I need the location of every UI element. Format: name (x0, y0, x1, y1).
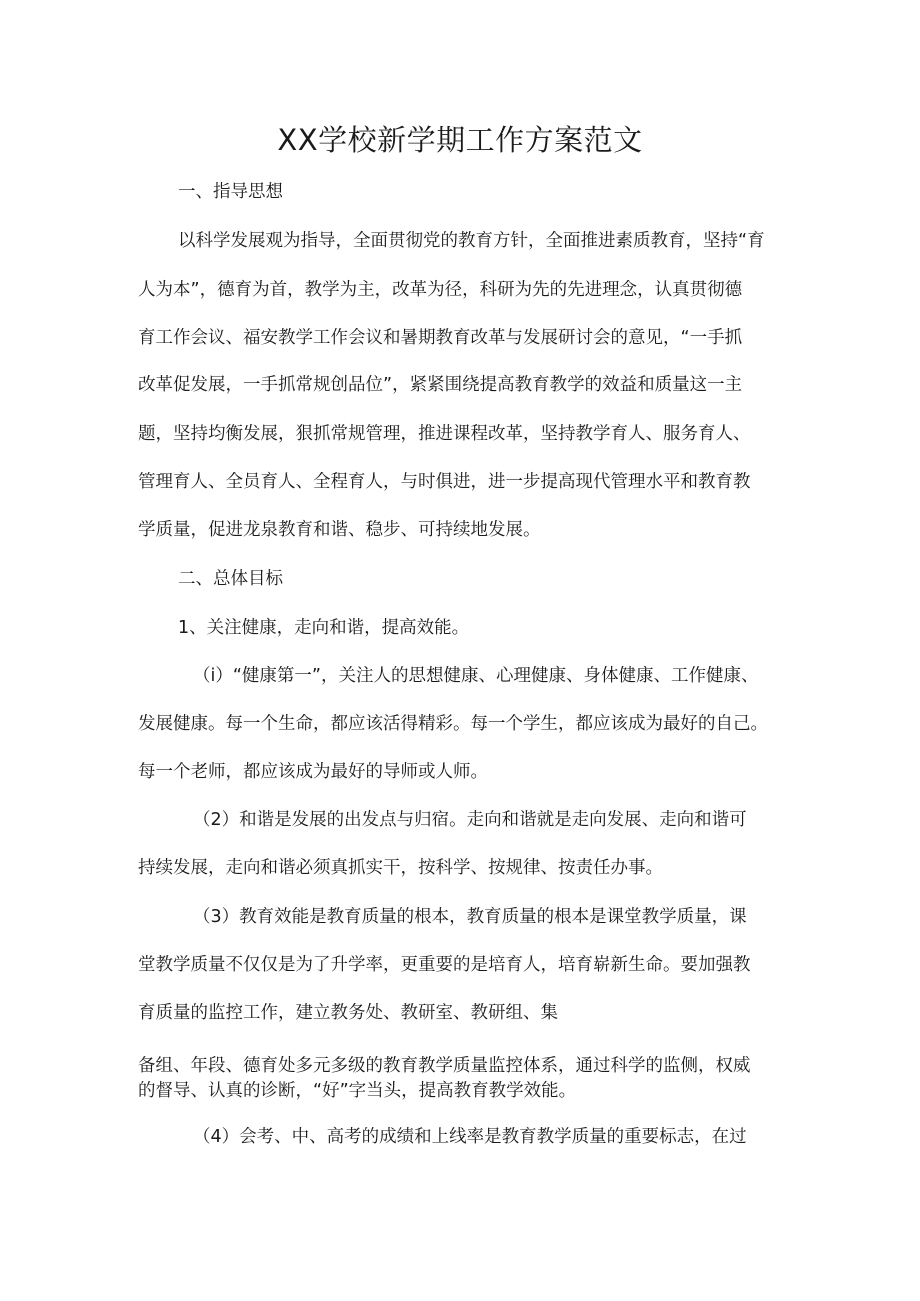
paragraph-line: 备组、年段、德育处多元多级的教育教学质量监控体系，通过科学的监侧，权威 (138, 1056, 751, 1076)
paragraph-line: 管理育人、全员育人、全程育人，与时俱进，进一步提高现代管理水平和教育教 (138, 472, 751, 492)
paragraph-line: 改革促发展，一手抓常规创品位”，紧紧围绕提高教育教学的效益和质量这一主 (138, 375, 743, 395)
paragraph-line: 题，坚持均衡发展，狠抓常规管理，推进课程改革，坚持教学育人、服务育人、 (138, 424, 751, 444)
paragraph-line: 人为本”，德育为首，教学为主，改革为径，科研为先的先进理念，认真贯彻德 (138, 280, 743, 300)
paragraph-line: （4）会考、中、高考的成绩和上线率是教育教学质量的重要标志，在过 (193, 1127, 747, 1147)
paragraph-line: 育质量的监控工作，建立教务处、教研室、教研组、集 (138, 1003, 558, 1023)
paragraph-line: 堂教学质量不仅仅是为了升学率，更重要的是培育人，培育崭新生命。要加强教 (138, 955, 751, 975)
paragraph-line: 持续发展，走向和谐必须真抓实干，按科学、按规律、按责任办事。 (138, 858, 663, 878)
paragraph-line: 学质量，促进龙泉教育和谐、稳步、可持续地发展。 (138, 520, 541, 540)
paragraph-line: （3）教育效能是教育质量的根本，教育质量的根本是课堂教学质量，课 (193, 907, 747, 927)
section-heading-overall-goals: 二、总体目标 (178, 569, 283, 589)
document-title: XX学校新学期工作方案范文 (277, 123, 643, 157)
paragraph-line: 发展健康。每一个生命，都应该活得精彩。每一个学生，都应该成为最好的自己。 (138, 714, 768, 734)
paragraph-line: 育工作会议、福安教学工作会议和暑期教育改革与发展研讨会的意见，“一手抓 (138, 328, 743, 348)
paragraph-line: （2）和谐是发展的出发点与归宿。走向和谐就是走向发展、走向和谐可 (193, 810, 747, 830)
section-heading-guiding-ideology: 一、指导思想 (178, 182, 283, 202)
paragraph-line: 的督导、认真的诊断，“好”字当头，提高教育教学效能。 (138, 1081, 577, 1101)
paragraph-line: 每一个老师，都应该成为最好的导师或人师。 (138, 762, 488, 782)
paragraph-line: 以科学发展观为指导，全面贯彻党的教育方针，全面推进素质教育，坚持“育 (178, 231, 765, 251)
paragraph-line: （i）“健康第一”，关注人的思想健康、心理健康、身体健康、工作健康、 (193, 666, 759, 686)
item-heading: 1、关注健康，走向和谐，提高效能。 (178, 618, 470, 638)
